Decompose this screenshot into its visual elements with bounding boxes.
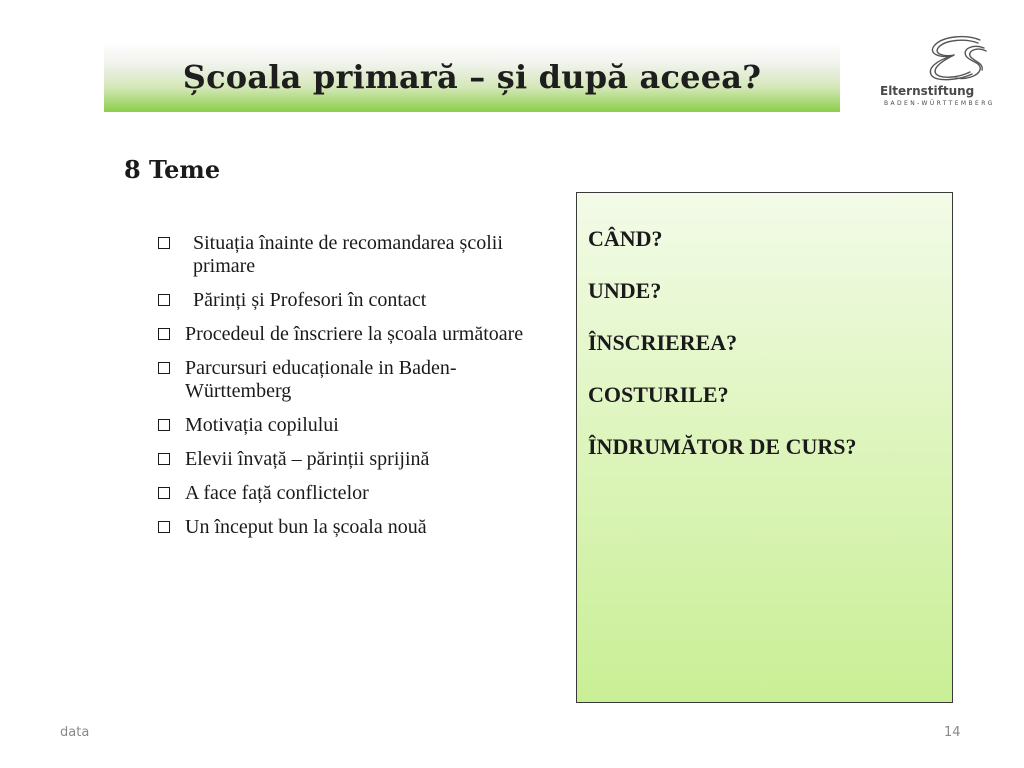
- list-item: [157, 357, 547, 403]
- list-item: [157, 448, 547, 471]
- topic-text: Procedeul de înscriere la școala următoare: [185, 323, 524, 345]
- questions-box: [576, 192, 953, 703]
- topics-list: [157, 232, 547, 550]
- topic-text: A face față conflictelor: [185, 482, 369, 504]
- topic-text: Situația înainte de recomandarea școlii primare: [193, 232, 503, 277]
- section-heading: 8 Teme: [124, 155, 221, 184]
- list-item: [157, 516, 547, 539]
- topic-text: Părinți și Profesori în contact: [193, 289, 427, 311]
- list-item: [157, 323, 547, 346]
- page-number: 14: [944, 725, 961, 740]
- list-item: [157, 289, 547, 312]
- checkbox-bullet-icon: [158, 487, 170, 499]
- es-swoosh-logo-icon: [922, 34, 992, 82]
- slide-title: Școala primară – și după aceea?: [182, 58, 762, 96]
- logo-subtitle: BADEN-WÜRTTEMBERG: [884, 100, 995, 107]
- question-enrollment: ÎNSCRIEREA?: [588, 330, 738, 355]
- checkbox-bullet-icon: [158, 237, 170, 249]
- checkbox-bullet-icon: [158, 453, 170, 465]
- title-banner: [104, 42, 840, 112]
- checkbox-bullet-icon: [158, 362, 170, 374]
- footer-date: data: [60, 725, 90, 740]
- question-costs: COSTURILE?: [588, 382, 729, 407]
- topic-text: Motivația copilului: [185, 414, 339, 436]
- elternstiftung-logo: [880, 34, 1005, 114]
- question-course-guide: ÎNDRUMĂTOR DE CURS?: [588, 434, 857, 459]
- topic-text: Parcursuri educaționale in Baden-Württemberg: [185, 357, 457, 402]
- list-item: [157, 414, 547, 437]
- checkbox-bullet-icon: [158, 419, 170, 431]
- checkbox-bullet-icon: [158, 328, 170, 340]
- logo-name: Elternstiftung: [880, 84, 975, 98]
- checkbox-bullet-icon: [158, 521, 170, 533]
- topic-text: Un început bun la școala nouă: [185, 516, 427, 538]
- question-when: CÂND?: [588, 226, 663, 251]
- list-item: [157, 232, 547, 278]
- topic-text: Elevii învață – părinții sprijină: [185, 448, 430, 470]
- list-item: [157, 482, 547, 505]
- question-where: UNDE?: [588, 278, 662, 303]
- checkbox-bullet-icon: [158, 294, 170, 306]
